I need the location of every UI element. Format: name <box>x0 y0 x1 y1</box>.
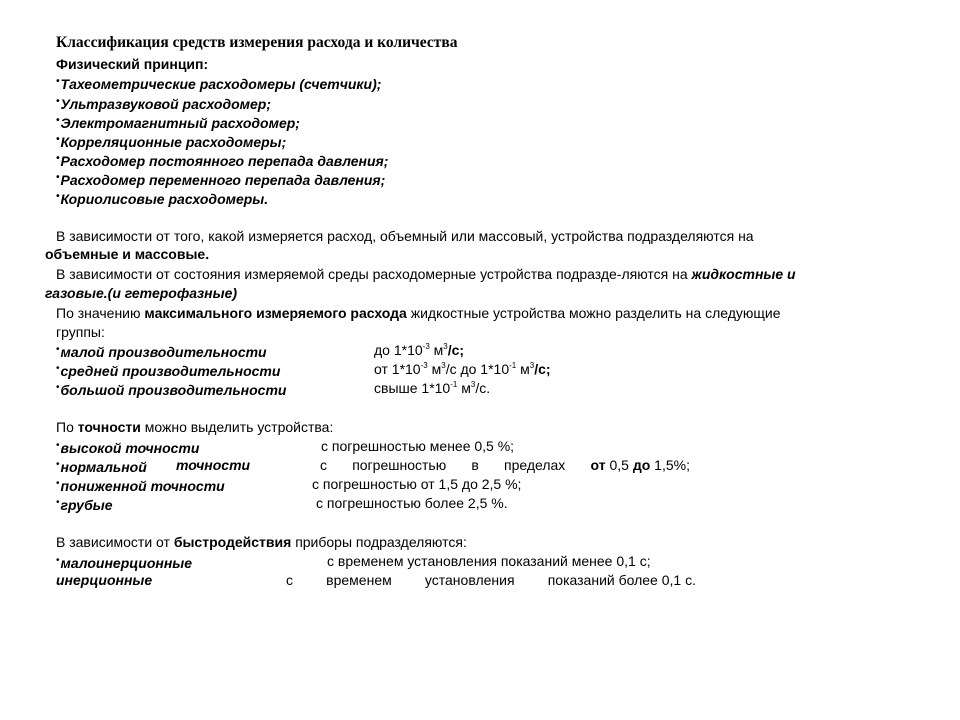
paragraph-line: газовые.(и гетерофазные) <box>45 285 238 301</box>
list-item: •Корреляционные расходомеры; <box>56 134 287 150</box>
list-item: •средней производительности от $1*10^{-3}$ $м^3/с$ до $1*10^{-1}$ $м^3/с$; <box>56 361 551 379</box>
paragraph-accuracy: По точности можно выделить устройства: <box>56 419 334 435</box>
bullet-icon: • <box>56 497 60 508</box>
bullet-icon: • <box>56 172 60 183</box>
bullet-icon: • <box>56 76 60 87</box>
bullet-icon: • <box>56 382 60 393</box>
list-item: •высокой точности с погрешностью менее 0,5 %; <box>56 438 515 456</box>
bullet-icon: • <box>56 363 60 374</box>
list-item: •Кориолисовые расходомеры. <box>56 191 269 207</box>
paragraph-line: В зависимости от состояния измеряемой среды расходомерные устройства подразде-ляются на жидкостные и <box>56 266 796 282</box>
bullet-icon: • <box>56 191 60 202</box>
paragraph-line: По значению максимального измеряемого расхода жидкостные устройства можно разделить на следующие <box>56 305 781 321</box>
paragraph-line: группы: <box>56 324 105 340</box>
list-item: •малоинерционные с временем установления показаний менее 0,1 с; <box>56 553 651 571</box>
list-item: •Ультразвуковой расходомер; <box>56 96 272 112</box>
bullet-icon: • <box>56 440 60 451</box>
bullet-icon: • <box>56 344 60 355</box>
bullet-icon: • <box>56 555 60 566</box>
list-item: •большой производительности свыше $1*10^{-1}$ $м^3/с$. <box>56 380 491 398</box>
list-item: •Расходомер постоянного перепада давления; <box>56 153 389 169</box>
principle-heading: Физический принцип: <box>56 56 209 72</box>
paragraph-line: объемные и массовые. <box>45 246 210 262</box>
list-item: •малой производительности до $1*10^{-3}$ $м^3/с$; <box>56 342 465 360</box>
list-item: инерционные с временем установления показаний более 0,1 с. <box>56 572 696 588</box>
paragraph-speed: В зависимости от быстродействия приборы подразделяются: <box>56 534 467 550</box>
list-item: •Расходомер переменного перепада давления; <box>56 172 386 188</box>
bullet-icon: • <box>56 153 60 164</box>
bullet-icon: • <box>56 115 60 126</box>
bullet-icon: • <box>56 459 60 470</box>
page-title: Классификация средств измерения расхода и количества <box>56 34 458 51</box>
list-item: •нормальной точности с погрешностью в пределах от 0,5 до 1,5%; <box>56 457 690 475</box>
list-item: •пониженной точности с погрешностью от 1,5 до 2,5 %; <box>56 476 522 494</box>
bullet-icon: • <box>56 96 60 107</box>
bullet-icon: • <box>56 478 60 489</box>
list-item: •грубые с погрешностью более 2,5 %. <box>56 495 508 513</box>
bullet-icon: • <box>56 134 60 145</box>
list-item: •Электромагнитный расходомер; <box>56 115 300 131</box>
paragraph-line: В зависимости от того, какой измеряется расход, объемный или массовый, устройства подразделяются на <box>56 228 754 244</box>
list-item: •Тахеометрические расходомеры (счетчики); <box>56 76 382 92</box>
